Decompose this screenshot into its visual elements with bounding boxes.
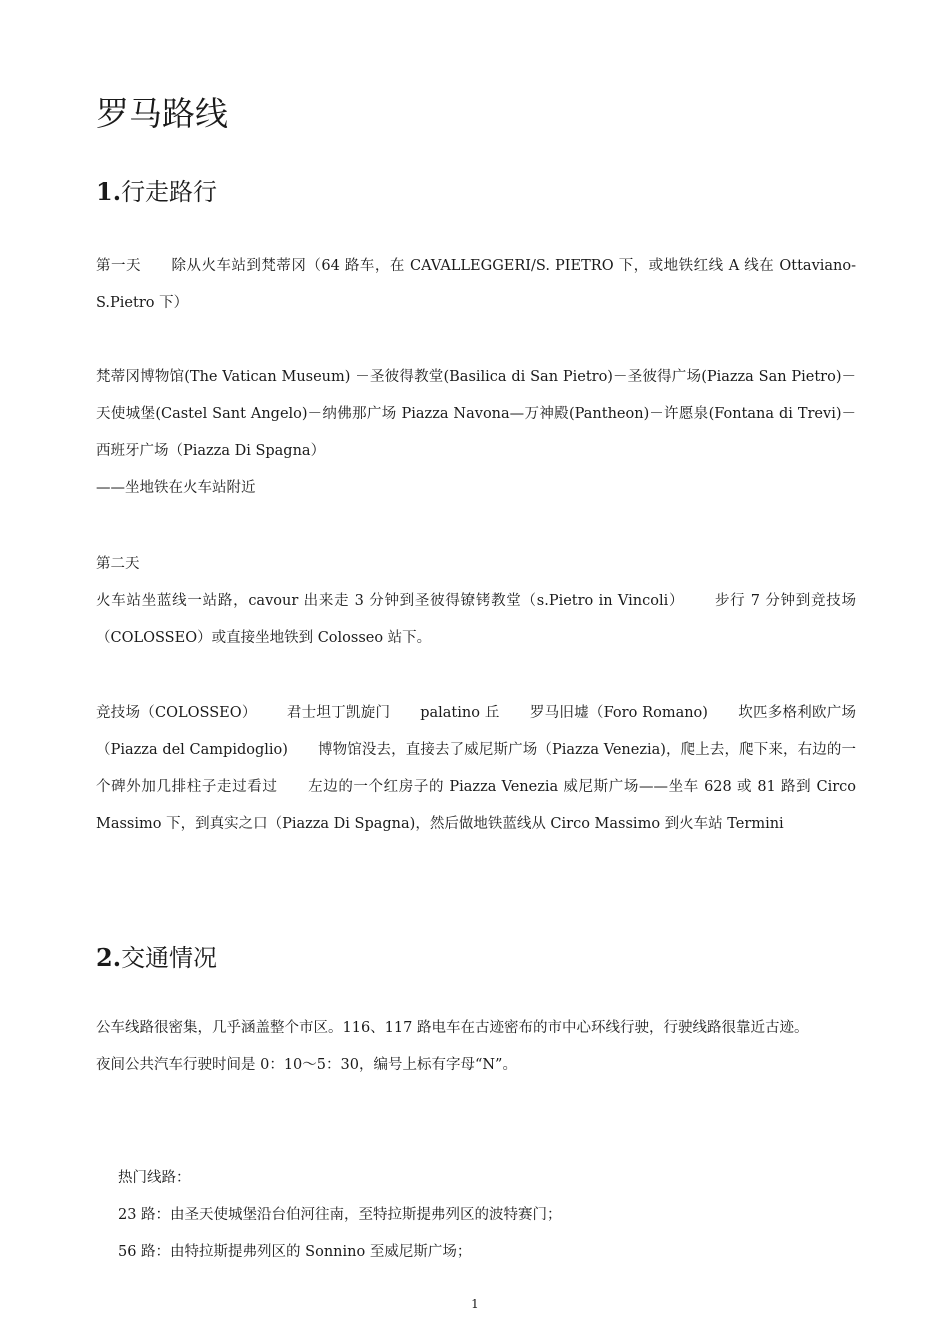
- page-title: 罗马路线: [96, 94, 228, 133]
- route2-stop: 左边的一个红房子的 Piazza Venezia 威尼斯广场——坐车 628 或 81 路到 Circo Massimo 下，到真实之口（Piazza Di Spagna)，然后做地铁蓝线从 Circo Massimo 到火车站 Termini: [96, 779, 856, 832]
- route1-paragraph: [96, 359, 856, 507]
- night-bus-text: 夜间公共汽车行驶时间是 0：10～5：30，编号上标有字母“N”。: [96, 1057, 517, 1073]
- section-heading-walking: [96, 172, 217, 207]
- day2-text-a: 火车站坐蓝线一站路，cavour 出来走 3 分钟到圣彼得镣铐教堂（s.Pietro in Vincoli）: [96, 593, 685, 609]
- page-number: 1: [471, 1297, 479, 1311]
- section-number: 1.: [96, 177, 122, 206]
- day1-text: 除从火车站到梵蒂冈（64 路车，在 CAVALLEGGERI/S. PIETRO 下，或地铁红线 A 线在 Ottaviano-S.Pietro 下）: [96, 258, 857, 311]
- section-heading-transport: [96, 938, 217, 973]
- section-title: 交通情况: [121, 944, 218, 972]
- route2-stop: 博物馆没去，直接去了威尼斯广场（Piazza Venezia)，爬上去，爬下来，右边的一个碑外加几排柱子走过看过: [96, 742, 856, 795]
- hot-routes-label: 热门线路：: [118, 1170, 191, 1186]
- section-number: 2.: [96, 943, 122, 972]
- route1-note: ——坐地铁在火车站附近: [96, 480, 256, 496]
- bus-line-item: 56 路：由特拉斯提弗列区的 Sonnino 至威尼斯广场；: [118, 1244, 472, 1260]
- route2-stop: 竞技场（COLOSSEO）: [96, 705, 257, 721]
- transport-text: 公车线路很密集，几乎涵盖整个市区。116、117 路电车在古迹密布的市中心环线行驶，行驶线路很靠近古迹。: [96, 1020, 809, 1036]
- section-title: 行走路行: [121, 178, 218, 206]
- day2-text-b: 步行 7 分钟到竞技场（COLOSSEO）或直接坐地铁到 Colosseo 站下。: [96, 593, 856, 646]
- day2-label: 第二天: [96, 556, 140, 572]
- route2-stop: 君士坦丁凯旋门: [286, 705, 391, 721]
- day1-label: 第一天: [96, 258, 141, 274]
- transport-paragraph: [96, 1010, 856, 1084]
- route2-paragraph: [96, 695, 856, 843]
- route2-stop: 坎匹多格利欧广场（Piazza del Campidoglio): [96, 705, 857, 758]
- route2-stop: 罗马旧墟（Foro Romano): [529, 705, 708, 721]
- route1-text: 梵蒂冈博物馆(The Vatican Museum) －圣彼得教堂(Basilica di San Pietro)－圣彼得广场(Piazza San Pietro)－天使城堡(Castel Sant Angelo)－纳佛那广场 Piazza Navona—万神殿(Pantheon)－许愿泉(Fontana di Trevi)－西班牙广场（Piazza Di Spagna）: [96, 369, 856, 459]
- route2-stop: palatino 丘: [420, 705, 500, 721]
- day1-paragraph: [96, 248, 856, 322]
- day2-paragraph: [96, 583, 856, 657]
- bus-line-item: 23 路：由圣天使城堡沿台伯河往南，至特拉斯提弗列区的波特赛门；: [118, 1207, 562, 1223]
